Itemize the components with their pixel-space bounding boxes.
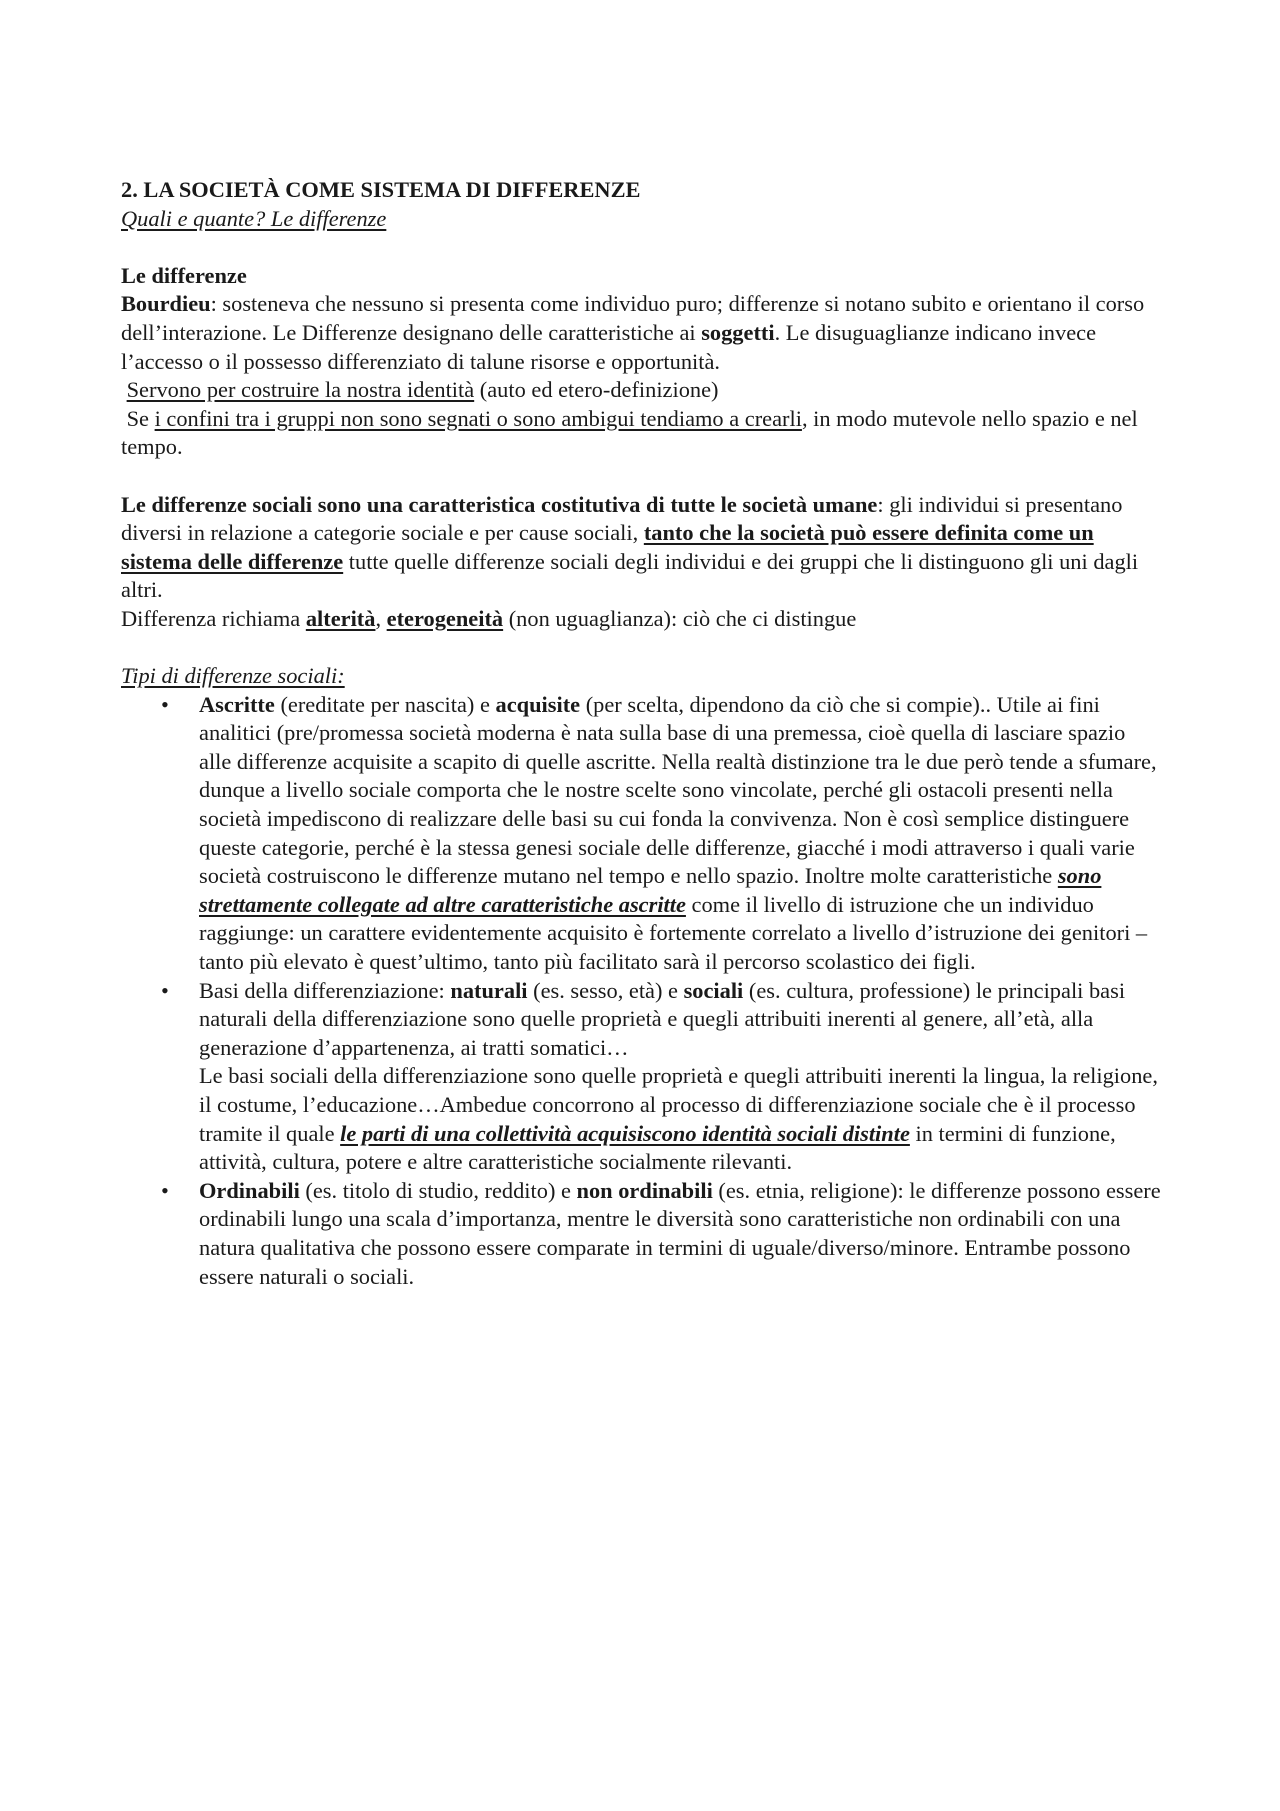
document-title: 2. LA SOCIETÀ COME SISTEMA DI DIFFERENZE — [121, 177, 641, 202]
bullet-list — [121, 691, 1161, 1291]
paragraph-bourdieu: Bourdieu: sosteneva che nessuno si presenta come individuo puro; differenze si notano subito e orientano il corso dell’interazione. Le Differenze designano delle caratteristiche ai soggetti. Le disuguaglianze indicano invece l’accesso o il possesso differenziato di talune risorse e opportunità. — [121, 291, 1145, 374]
list-item: • Ascritte (ereditate per nascita) e acquisite (per scelta, dipendono da ciò che si compie).. Utile ai fini analitici (pre/promessa società moderna è nata sulla base di una premessa, cioè quella di lasciare spazio alle differenze acquisite a scapito di quelle ascritte. Nella realtà distinzione tra le due però tende a sfumare, dunque a livello sociale comporta che le nostre scelte sono vincolate, perché gli ostacoli presenti nella società impediscono di realizzare delle basi su cui fonda la convivenza. Non è così semplice distinguere queste categorie, perché è la stessa genesi sociale delle differenze, giacché i modi attraverso i quali varie società costruiscono le differenze mutano nel tempo e nello spazio. Inoltre molte caratteristiche sono strettamente collegate ad altre caratteristiche ascritte come il livello di istruzione che un individuo raggiunge: un carattere evidentemente acquisito è fortemente correlato a livello d’istruzione dei genitori – tanto più elevato è quest’ultimo, tanto più facilitato sarà il percorso scolastico dei figli. — [161, 691, 1157, 975]
bullet-icon: • — [161, 691, 169, 717]
bourdieu-term: Bourdieu — [121, 291, 211, 317]
list-item: • Ordinabili (es. titolo di studio, reddito) e non ordinabili (es. etnia, religione): le differenze possono essere ordinabili lungo una scala d’importanza, mentre le diversità sono caratteristiche non ordinabili con una natura qualitativa che possono essere comparate in termini di uguale/diverso/minore. Entrambe possono essere naturali o sociali. — [161, 1177, 1161, 1289]
section-heading: Le differenze — [121, 262, 247, 288]
bullet-icon: • — [161, 977, 169, 1003]
document-page — [121, 176, 1161, 1291]
soggetti-term: soggetti — [701, 319, 775, 345]
blank-line — [121, 634, 1161, 663]
tipi-heading: Tipi di differenze sociali: — [121, 663, 345, 689]
bullet-icon: • — [161, 1177, 169, 1203]
document-subtitle: Quali e quante? Le differenze — [121, 205, 387, 231]
paragraph-confini: Se i confini tra i gruppi non sono segnati o sono ambigui tendiamo a crearli, in modo mutevole nello spazio e nel tempo. — [121, 405, 1138, 460]
blank-line — [121, 462, 1161, 491]
list-item: • Basi della differenziazione: naturali (es. sesso, età) e sociali (es. cultura, professione) le principali basi naturali della differenziazione sono quelle proprietà e quegli attribuiti inerenti al genere, all’età, alla generazione d’appartenenza, ai tratti somatici… Le basi sociali della differenziazione sono quelle proprietà e quegli attribuiti inerenti la lingua, la religione, il costume, l’educazione…Ambedue concorrono al processo di differenziazione sociale che è il processo tramite il quale le parti di una collettività acquisiscono identità sociali distinte in termini di funzione, attività, cultura, potere e altre caratteristiche socialmente rilevanti. — [161, 977, 1158, 1175]
paragraph-identita: Servono per costruire la nostra identità (auto ed etero-definizione) — [126, 377, 719, 403]
paragraph-differenze-sociali: Le differenze sociali sono una caratteristica costitutiva di tutte le società umane: gli individui si presentano diversi in relazione a categorie sociale e per cause sociali, tanto che la società può essere definita come un sistema delle differenze tutte quelle differenze sociali degli individui e dei gruppi che li distinguono gli uni dagli altri. — [121, 491, 1139, 603]
blank-line — [121, 233, 1161, 262]
paragraph-alterita: Differenza richiama alterità, eterogeneità (non uguaglianza): ciò che ci distingue — [121, 605, 857, 631]
